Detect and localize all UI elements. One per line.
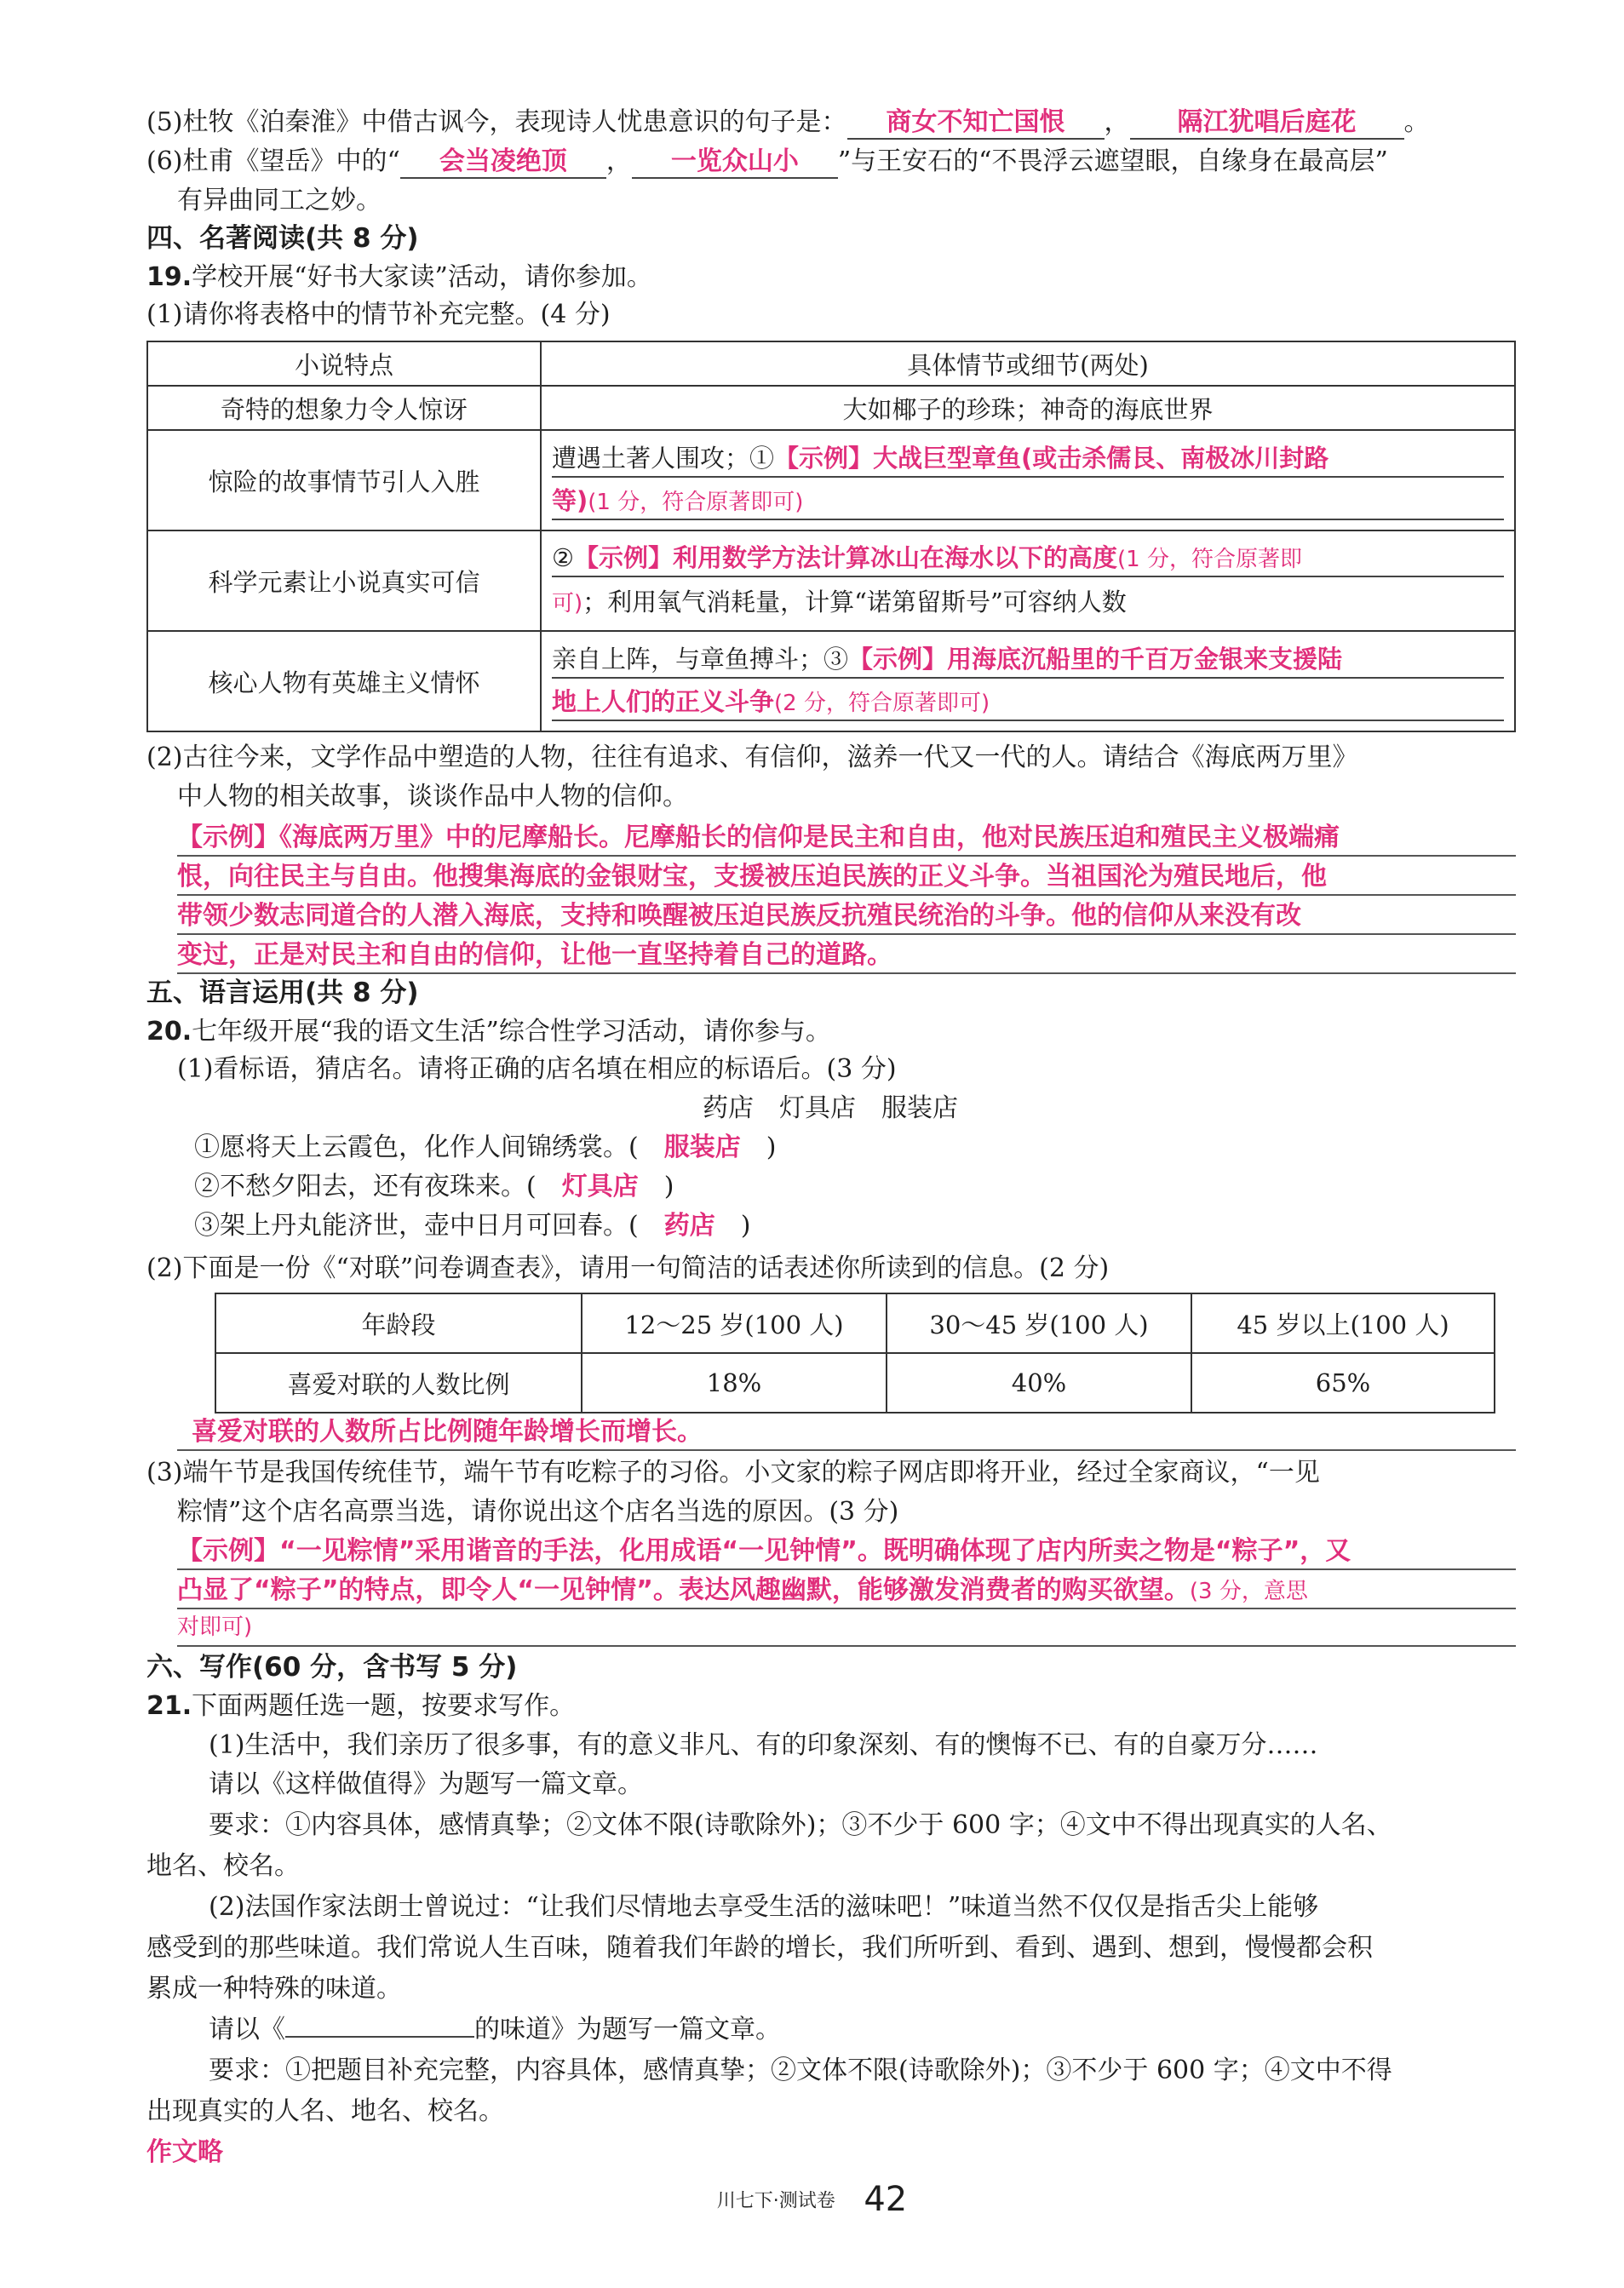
topic-2-cont: 感受到的那些味道。我们常说人生百味，随着我们年龄的增长，我们所听到、看到、遇到、想到，慢慢都会积 xyxy=(146,1933,1373,1963)
slogan-2: ②不愁夕阳去，还有夜珠来。( 灯具店 ) xyxy=(194,1172,674,1201)
table-header: 12～25 岁(100 人) xyxy=(582,1293,887,1353)
answer-text: 【示例】用海底沉船里的千百万金银来支援陆 xyxy=(848,645,1343,674)
q20-part1: (1)看标语，猜店名。请将正确的店名填在相应的标语后。(3 分) xyxy=(177,1054,897,1084)
topic-2-title: 请以《 的味道》为题写一篇文章。 xyxy=(209,2015,781,2044)
table-cell: 科学元素让小说真实可信 xyxy=(147,530,541,631)
table-row xyxy=(147,341,1515,386)
survey-table xyxy=(215,1293,1495,1414)
question-21: 21.下面两题任选一题，按要求写作。 xyxy=(146,1691,576,1721)
answer-text: 【示例】利用数学方法计算冰山在海水以下的高度 xyxy=(574,543,1118,572)
answer-line xyxy=(177,1575,1308,1606)
score-note: (1 分，符合原著即 xyxy=(1117,547,1302,572)
table-cell: 奇特的想象力令人惊讶 xyxy=(147,386,541,430)
table-cell: 65% xyxy=(1191,1353,1495,1413)
score-note: (2 分，符合原著即可) xyxy=(774,691,990,716)
shop-options: 药店 灯具店 服装店 xyxy=(703,1093,958,1123)
q19-part2: (2)古往今来，文学作品中塑造的人物，往往有追求、有信仰，滋养一代又一代的人。请结合《海底两万里》 xyxy=(146,743,1358,772)
answer-text: 等) xyxy=(552,486,588,515)
q20-part2: (2)下面是一份《“对联”问卷调查表》，请用一句简洁的话表述你所读到的信息。(2 分) xyxy=(146,1253,1110,1283)
score-note: 对即可) xyxy=(177,1614,253,1640)
table-row xyxy=(215,1353,1495,1413)
score-note: (3 分，意思 xyxy=(1189,1579,1308,1604)
table-cell: 核心人物有英雄主义情怀 xyxy=(147,631,541,731)
answer-blank: 商女不知亡国恨 xyxy=(847,107,1105,140)
title-blank xyxy=(285,2036,474,2038)
table-cell: 惊险的故事情节引人入胜 xyxy=(147,430,541,530)
table-cell: 40% xyxy=(887,1353,1191,1413)
table-row xyxy=(147,430,1515,530)
table-header: 45 岁以上(100 人) xyxy=(1191,1293,1495,1353)
answer-text: 服装店 xyxy=(663,1133,741,1162)
table-cell: ②【示例】利用数学方法计算冰山在海水以下的高度(1 分，符合原著即 可)；利用氧气消耗量，计算“诺第留斯号”可容纳人数 xyxy=(541,530,1515,631)
answer-blank: 一览众山小 xyxy=(632,146,838,179)
answer-text: 地上人们的正义斗争 xyxy=(552,687,775,716)
slogan-1: ①愿将天上云霞色，化作人间锦绣裳。( 服装店 ) xyxy=(194,1133,777,1162)
topic-2-cont: 累成一种特殊的味道。 xyxy=(146,1974,402,2004)
table-cell: 大如椰子的珍珠；神奇的海底世界 xyxy=(541,386,1515,430)
table-header: 年龄段 xyxy=(215,1293,582,1353)
topic-1-title: 请以《这样做值得》为题写一篇文章。 xyxy=(209,1769,643,1799)
answer-text: 灯具店 xyxy=(561,1172,639,1201)
q19-part1: (1)请你将表格中的情节补充完整。(4 分) xyxy=(146,300,611,330)
question-20: 20.七年级开展“我的语文生活”综合性学习活动，请你参与。 xyxy=(146,1017,831,1047)
q18-item5: (5)杜牧《泊秦淮》中借古讽今，表现诗人忧患意识的句子是： 商女不知亡国恨 ， 隔江犹唱后庭花 。 xyxy=(146,107,1430,140)
table-header: 小说特点 xyxy=(147,341,541,386)
answer-text: 【示例】大战巨型章鱼(或击杀儒艮、南极冰川封路 xyxy=(774,444,1329,473)
answer-text: 带领少数志同道合的人潜入海底，支持和唤醒被压迫民族反抗殖民统治的斗争。他的信仰从来没有改 xyxy=(177,901,1301,931)
book-label: 川七下·测试卷 xyxy=(716,2190,835,2212)
q18-item6: (6)杜甫《望岳》中的“ 会当凌绝顶 ， 一览众山小 ”与王安石的“不畏浮云遮望眼，自缘身在最高层” xyxy=(146,146,1388,179)
topic-1-req-cont: 地名、校名。 xyxy=(146,1851,300,1881)
answer-blank: 会当凌绝顶 xyxy=(400,146,606,179)
topic-2-req: 要求：①把题目补充完整，内容具体，感情真挚；②文体不限(诗歌除外)；③不少于 600 字；④文中不得 xyxy=(209,2056,1392,2085)
table-row xyxy=(147,530,1515,631)
topic-2: (2)法国作家法朗士曾说过：“让我们尽情地去享受生活的滋味吧！”味道当然不仅仅是指舌尖上能够 xyxy=(209,1892,1319,1922)
q20-part3: (3)端午节是我国传统佳节，端午节有吃粽子的习俗。小文家的粽子网店即将开业，经过全家商议，“一见 xyxy=(146,1458,1320,1488)
answer-text: 凸显了“粽子”的特点，即令人“一见钟情”。表达风趣幽默，能够激发消费者的购买欲望。 xyxy=(177,1575,1190,1605)
page-number: 42 xyxy=(864,2180,908,2219)
table-cell: 喜爱对联的人数比例 xyxy=(215,1353,582,1413)
q20-part3-cont: 粽情”这个店名高票当选，请你说出这个店名当选的原因。(3 分) xyxy=(177,1497,899,1527)
table-row xyxy=(147,631,1515,731)
question-19: 19.学校开展“好书大家读”活动，请你参加。 xyxy=(146,262,652,292)
table-header: 具体情节或细节(两处) xyxy=(541,341,1515,386)
answer-text: 【示例】《海底两万里》中的尼摩船长。尼摩船长的信仰是民主和自由，他对民族压迫和殖民主义极端痛 xyxy=(177,823,1340,852)
section-title: 六、写作(60 分，含书写 5 分) xyxy=(146,1652,518,1683)
table-header: 30～45 岁(100 人) xyxy=(887,1293,1191,1353)
answer-text: 【示例】“一见粽情”采用谐音的手法，化用成语“一见钟情”。既明确体现了店内所卖之物是“粽子”，又 xyxy=(177,1536,1351,1566)
page-footer xyxy=(0,2180,1624,2219)
q19-part2-cont: 中人物的相关故事，谈谈作品中人物的信仰。 xyxy=(177,782,688,811)
score-note: (1 分，符合原著即可) xyxy=(588,490,804,515)
section-title: 五、语言运用(共 8 分) xyxy=(146,978,419,1008)
topic-2-req-cont: 出现真实的人名、地名、校名。 xyxy=(146,2096,504,2126)
answer-text: 变过，正是对民主和自由的信仰，让他一直坚持着自己的道路。 xyxy=(177,940,892,970)
q18-item6-cont: 有异曲同工之妙。 xyxy=(177,186,382,215)
table-cell: 遭遇土著人围攻；①【示例】大战巨型章鱼(或击杀儒艮、南极冰川封路 等)(1 分，符合原著即可) xyxy=(541,430,1515,530)
table-row xyxy=(147,386,1515,430)
topic-1: (1)生活中，我们亲历了很多事，有的意义非凡、有的印象深刻、有的懊悔不已、有的自豪万分…… xyxy=(209,1730,1318,1760)
plot-table xyxy=(146,341,1516,732)
slogan-3: ③架上丹丸能济世，壶中日月可回春。( 药店 ) xyxy=(194,1211,751,1241)
section-title: 四、名著阅读(共 8 分) xyxy=(146,223,419,254)
topic-1-req: 要求：①内容具体，感情真挚；②文体不限(诗歌除外)；③不少于 600 字；④文中不得出现真实的人名、 xyxy=(209,1810,1392,1840)
table-cell: 亲自上阵，与章鱼搏斗；③【示例】用海底沉船里的千百万金银来支援陆 地上人们的正义斗争(2 分，符合原著即可) xyxy=(541,631,1515,731)
answer-blank: 隔江犹唱后庭花 xyxy=(1130,107,1404,140)
answer-text: 喜爱对联的人数所占比例随年龄增长而增长。 xyxy=(192,1417,703,1447)
table-row xyxy=(215,1293,1495,1353)
answer-text: 作文略 xyxy=(146,2137,223,2167)
table-cell: 18% xyxy=(582,1353,887,1413)
score-note: 可) xyxy=(552,591,583,616)
answer-text: 药店 xyxy=(663,1211,715,1241)
answer-text: 恨，向往民主与自由。他搜集海底的金银财宝，支援被压迫民族的正义斗争。当祖国沦为殖民地后，他 xyxy=(177,862,1327,892)
